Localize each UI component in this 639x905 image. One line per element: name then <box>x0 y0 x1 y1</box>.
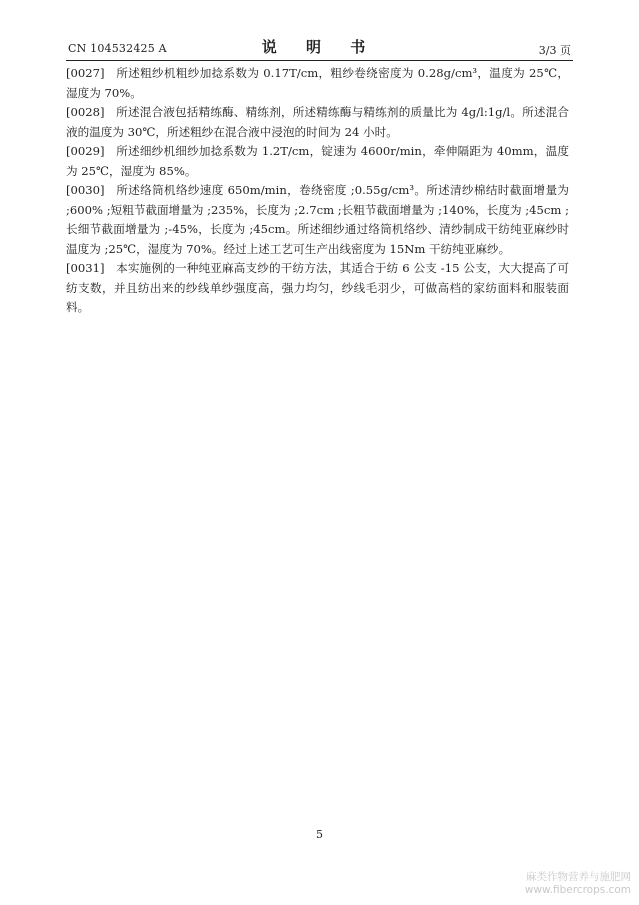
paragraph <box>66 103 569 142</box>
paragraph <box>66 181 569 259</box>
paragraph-number: [0031] <box>66 261 105 275</box>
page-number: 5 <box>316 828 323 841</box>
paragraph-number: [0029] <box>66 144 105 158</box>
paragraph-text: 本实施例的一种纯亚麻高支纱的干纺方法，其适合于纺 6 公支 -15 公支，大大提高了可纺支数，并且纺出来的纱线单纱强度高，强力均匀，纱线毛羽少，可做高档的家纺面料和服装面料。 <box>66 261 569 314</box>
page-indicator: 3/3 页 <box>538 44 571 57</box>
watermark <box>525 871 631 897</box>
paragraph-number: [0030] <box>66 183 105 197</box>
paragraph <box>66 142 569 181</box>
paragraph-text: 所述混合液包括精练酶、精练剂，所述精练酶与精练剂的质量比为 4g/l:1g/l。所述混合液的温度为 30℃，所述粗纱在混合液中浸泡的时间为 24 小时。 <box>66 105 569 139</box>
page-header <box>66 36 573 61</box>
paragraph-text: 所述细纱机细纱加捻系数为 1.2T/cm，锭速为 4600r/min，牵伸隔距为 40mm，温度为 25℃，湿度为 85%。 <box>66 144 569 178</box>
document-title: 说 明 书 <box>261 38 378 56</box>
paragraph <box>66 64 569 103</box>
document-number: CN 104532425 A <box>68 42 167 55</box>
paragraph-number: [0027] <box>66 66 105 80</box>
paragraph-text: 所述络筒机络纱速度 650m/min，卷绕密度 ;0.55g/cm³。所述清纱棉结时截面增量为 ;600% ;短粗节截面增量为 ;235%，长度为 ;2.7cm ;长粗节截面增量为 ;140%，长度为 ;45cm ;长细节截面增量为 ;-45%，长度为 ;45cm。所述细纱通过络筒机络纱、清纱制成干纺纯亚麻纱时温度为 ;25℃，湿度为 70%。经过上述工艺可生产出线密度为 15Nm 干纺纯亚麻纱。 <box>66 183 569 256</box>
description-body <box>66 64 569 318</box>
watermark-url: www.fibercrops.com <box>524 884 631 896</box>
paragraph <box>66 259 569 318</box>
paragraph-text: 所述粗纱机粗纱加捻系数为 0.17T/cm，粗纱卷绕密度为 0.28g/cm³，温度为 25℃，湿度为 70%。 <box>66 66 569 100</box>
watermark-site-name: 麻类作物营养与施肥网 <box>526 871 631 883</box>
paragraph-number: [0028] <box>66 105 105 119</box>
